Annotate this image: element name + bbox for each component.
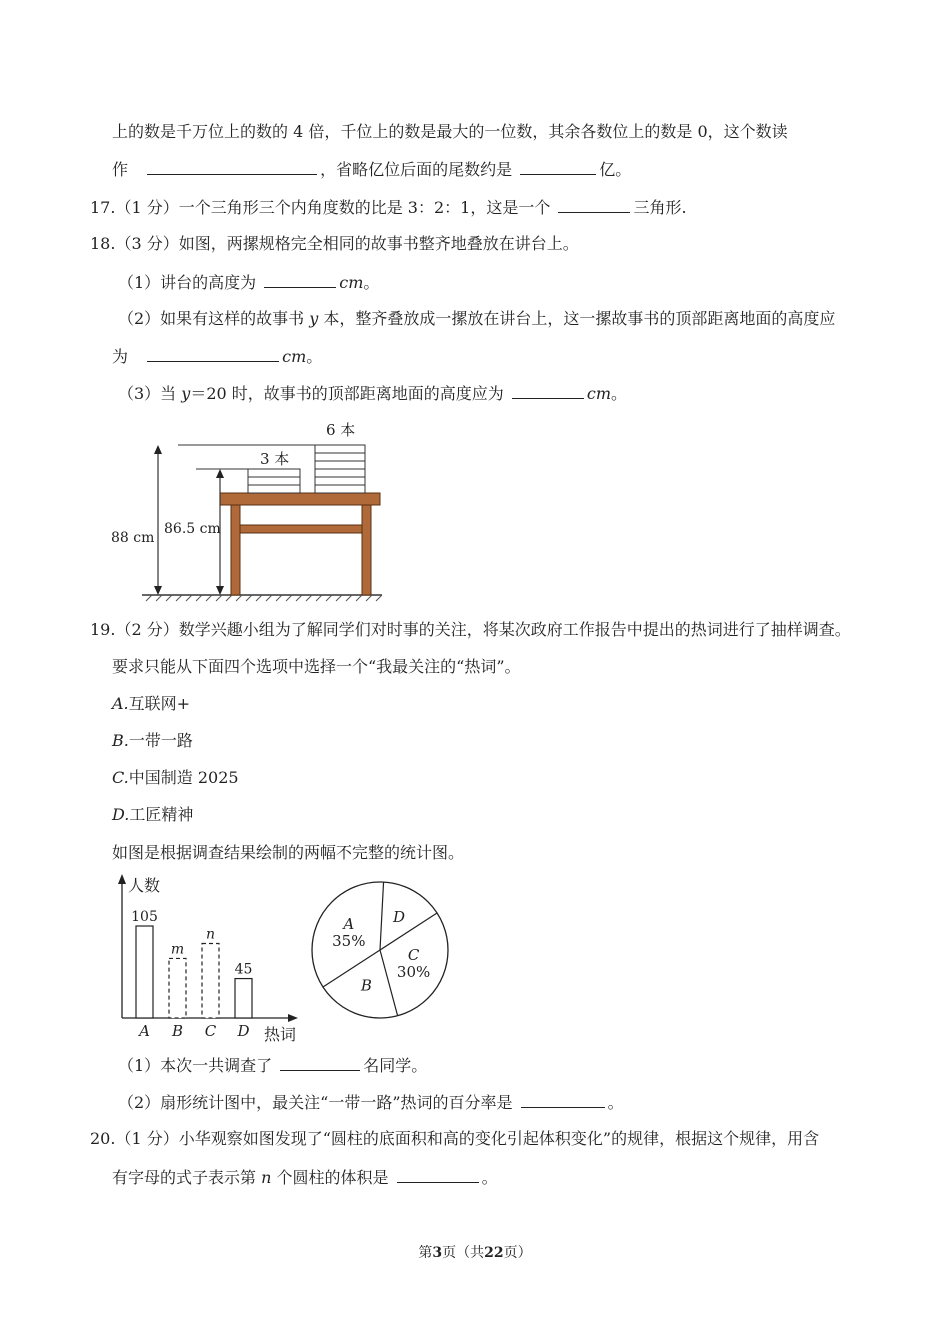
q20-var-n: n xyxy=(261,1168,272,1187)
q18-part1-text: （1）讲台的高度为 xyxy=(118,273,257,292)
q18-part2-line1 xyxy=(118,308,835,330)
footer-mid: 页（共 xyxy=(442,1245,485,1261)
q19-bar-chart xyxy=(100,870,300,1046)
footer-post: 页） xyxy=(503,1245,532,1261)
q18-part2-text-a: （2）如果有这样的故事书 xyxy=(118,309,310,328)
q18-part3-text-a: （3）当 xyxy=(118,384,182,403)
q19-option-a xyxy=(112,693,190,715)
q17-text: 17.（1 分）一个三角形三个内角度数的比是 3：2：1，这是一个 xyxy=(90,198,551,217)
q19-stem: 19.（2 分）数学兴趣小组为了解同学们对时事的关注，将某次政府工作报告中提出的热词进行了抽样调查。 xyxy=(90,620,851,639)
q19-intro: 如图是根据调查结果绘制的两幅不完整的统计图。 xyxy=(112,843,465,862)
q20-tail: 。 xyxy=(481,1168,498,1187)
option-letter: A. xyxy=(112,694,129,713)
q20-line2 xyxy=(112,1166,498,1189)
dim-88-arrow-top xyxy=(154,445,162,454)
bar-chart-x-arrow xyxy=(288,1014,298,1022)
q18-part3-blank[interactable] xyxy=(512,382,584,399)
option-text: 互联网+ xyxy=(128,694,191,713)
pie-slice-label-C: C xyxy=(407,945,420,964)
bar-category-label-B: B xyxy=(171,1022,184,1040)
q16-answer-blank-2[interactable] xyxy=(520,158,596,175)
pie-slice-percent-C: 30% xyxy=(396,962,431,981)
bar-chart-xlabel: 热词 xyxy=(264,1025,297,1044)
q18-part2-blank[interactable] xyxy=(147,345,279,362)
q18-part2-wei: 为 xyxy=(112,347,129,366)
q18-unit-tail: 。 xyxy=(363,273,380,292)
q18-part1 xyxy=(118,271,379,294)
q19-option-b xyxy=(112,730,193,752)
q18-var-y: y xyxy=(309,309,319,328)
q19-part2-tail: 。 xyxy=(607,1093,624,1112)
q18-part2-text-b: 本，整齐叠放成一摞放在讲台上，这一摞故事书的顶部距离地面的高度应 xyxy=(318,309,836,328)
q18-part1-blank[interactable] xyxy=(264,271,336,288)
q19-part1-text: （1）本次一共调查了 xyxy=(118,1056,273,1075)
option-text: 工匠精神 xyxy=(129,805,194,824)
table-crossbar xyxy=(240,525,362,533)
option-letter: D. xyxy=(112,805,130,824)
q20-text-a: 有字母的式子表示第 xyxy=(112,1168,262,1187)
q18-unit: cm xyxy=(586,384,612,403)
table-leg-right xyxy=(362,505,371,595)
label-6-books: 6 本 xyxy=(326,421,356,439)
pie-slice-label-D: D xyxy=(392,908,406,927)
q19-part2-text: （2）扇形统计图中，最关注“一带一路”热词的百分率是 xyxy=(118,1093,513,1112)
q17-answer-blank[interactable] xyxy=(558,196,630,213)
q19-part1-tail: 名同学。 xyxy=(363,1056,428,1075)
q20-line1: 20.（1 分）小华观察如图发现了“圆柱的底面积和高的变化引起体积变化”的规律，根据这个规律，用含 xyxy=(90,1129,820,1148)
q18-unit-tail: 。 xyxy=(306,347,323,366)
q18-unit: cm xyxy=(282,347,307,366)
q19-stem2: 要求只能从下面四个选项中选择一个“我最关注的“热词”。 xyxy=(112,657,521,676)
q16-text-end: 亿。 xyxy=(599,160,632,179)
bar-value-label-C: n xyxy=(205,926,216,943)
bar-value-label-D: 45 xyxy=(234,961,253,978)
q16-word-zuo: 作 xyxy=(112,160,129,179)
q20-answer-blank[interactable] xyxy=(397,1166,479,1183)
q17-tail: 三角形. xyxy=(633,198,687,217)
pie-slice-label-B: B xyxy=(360,976,372,995)
bar-chart-y-arrow xyxy=(118,874,126,884)
bar-category-label-D: D xyxy=(237,1022,250,1040)
option-letter: C. xyxy=(112,768,129,787)
q18-part2-line2 xyxy=(112,345,322,368)
label-3-books: 3 本 xyxy=(260,450,290,468)
q16-line2 xyxy=(112,158,631,181)
table-leg-left xyxy=(231,505,240,595)
q18-var-y: y xyxy=(181,384,191,403)
q18-unit: cm xyxy=(339,273,364,292)
q18-part3 xyxy=(118,382,627,405)
q16-answer-blank-1[interactable] xyxy=(147,158,317,175)
bar-C xyxy=(202,944,219,1018)
pie-slice-label-A: A xyxy=(343,915,355,933)
pie-slice-percent-A: 35% xyxy=(332,932,366,950)
footer-pre: 第 xyxy=(418,1245,433,1261)
dim-865-arrow-top xyxy=(216,469,224,478)
dim-865-arrow-bottom xyxy=(216,586,224,595)
q19-part1 xyxy=(118,1054,427,1077)
footer-page-number: 3 xyxy=(432,1245,443,1261)
label-865cm: 86.5 cm xyxy=(164,521,221,537)
q18-part3-text-b: ＝20 时，故事书的顶部距离地面的高度应为 xyxy=(190,384,504,403)
page-footer xyxy=(0,1243,950,1263)
bar-value-label-A: 105 xyxy=(131,909,158,925)
option-letter: B. xyxy=(112,731,129,750)
bar-chart-ylabel: 人数 xyxy=(128,876,161,895)
q19-option-d xyxy=(112,804,193,826)
dim-88-arrow-bottom xyxy=(154,586,162,595)
book-stack-6 xyxy=(315,445,365,493)
table-top xyxy=(220,493,380,505)
bar-A xyxy=(136,926,153,1018)
bar-D xyxy=(235,979,252,1018)
q16-text-mid: ，省略亿位后面的尾数约是 xyxy=(320,160,513,179)
option-text: 中国制造 2025 xyxy=(128,768,239,787)
bar-category-label-C: C xyxy=(204,1022,217,1040)
option-text: 一带一路 xyxy=(128,731,193,750)
ground-hatching xyxy=(146,595,382,601)
q19-option-c xyxy=(112,767,239,789)
bar-B xyxy=(169,958,186,1018)
q20-text-b: 个圆柱的体积是 xyxy=(271,1168,389,1187)
q19-part1-blank[interactable] xyxy=(280,1054,360,1071)
q19-part2 xyxy=(118,1091,624,1114)
bar-category-label-A: A xyxy=(139,1022,150,1040)
book-stack-3 xyxy=(248,469,300,493)
footer-total-pages: 22 xyxy=(484,1245,504,1261)
q19-pie-chart xyxy=(305,875,455,1025)
q17-line xyxy=(90,196,687,219)
q19-part2-blank[interactable] xyxy=(521,1091,605,1108)
bar-value-label-B: m xyxy=(170,941,185,958)
q18-stem: 18.（3 分）如图，两摞规格完全相同的故事书整齐地叠放在讲台上。 xyxy=(90,234,579,253)
q16-line1: 上的数是千万位上的数的 4 倍，千位上的数是最大的一位数，其余各数位上的数是 0，这个数读 xyxy=(112,122,788,141)
label-88cm: 88 cm xyxy=(111,530,155,546)
q18-unit-tail: 。 xyxy=(611,384,628,403)
q18-lectern-figure xyxy=(100,415,390,605)
